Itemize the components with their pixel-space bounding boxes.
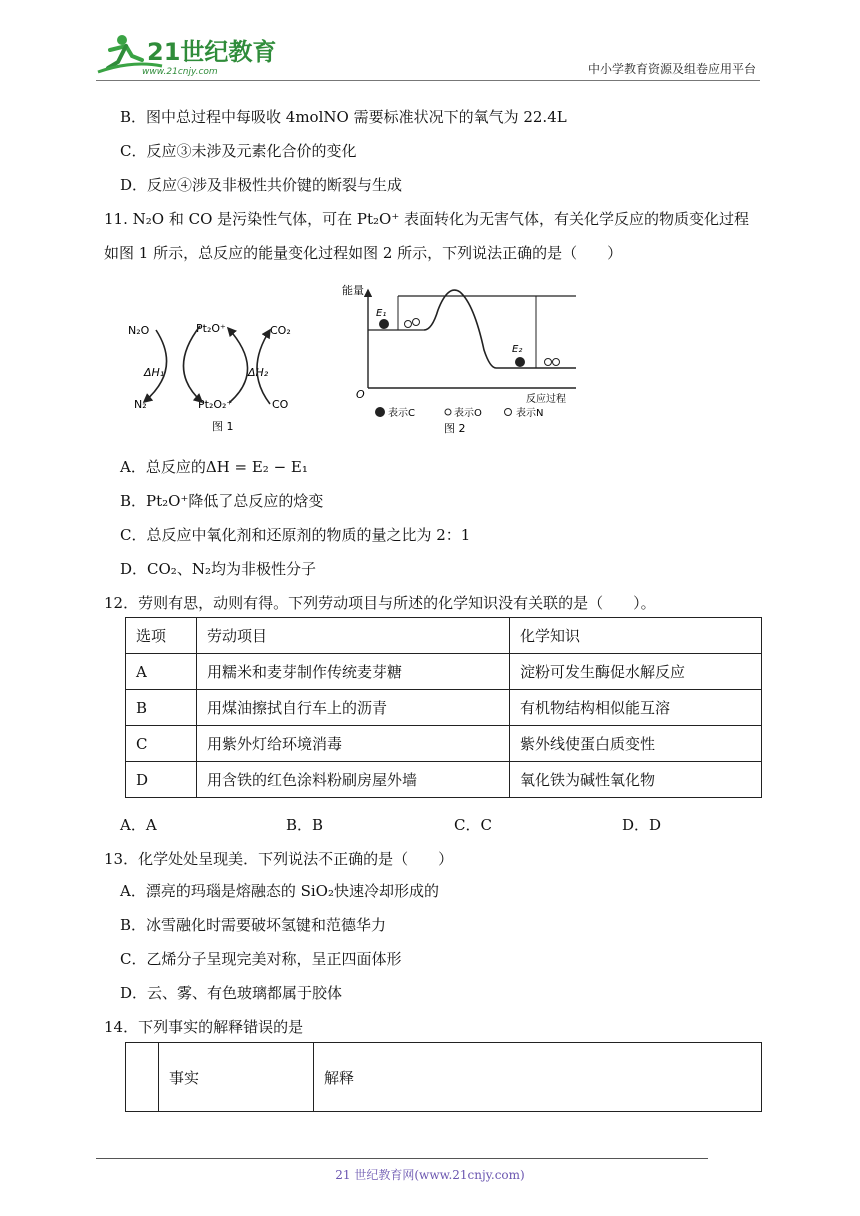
q12-option-d: D．D <box>622 816 662 834</box>
q12-table <box>125 617 762 798</box>
fig1-co: CO <box>272 398 289 411</box>
fig1-arrow-right <box>228 328 248 402</box>
table-row <box>126 654 762 690</box>
table-header-cell: 劳动项目 <box>197 618 510 654</box>
fig2-ylabel: 能量 <box>342 284 364 297</box>
table-cell: 用紫外灯给环境消毒 <box>197 726 510 762</box>
q13-option-c: C．乙烯分子呈现完美对称，呈正四面体形 <box>120 950 402 968</box>
table-cell: A <box>126 654 197 690</box>
fig1-n2o: N₂O <box>128 324 150 337</box>
fig2-legend-o: 表示O <box>454 408 482 419</box>
fig2-legend-c: 表示C <box>388 408 415 419</box>
table-row <box>126 690 762 726</box>
fig2-caption: 图 2 <box>444 422 466 435</box>
figure-1 <box>120 310 310 438</box>
q14-table <box>125 1042 762 1112</box>
table-row <box>126 726 762 762</box>
q11-option-c: C．总反应中氧化剂和还原剂的物质的量之比为 2：1 <box>120 526 471 544</box>
fig1-n2: N₂ <box>134 398 147 411</box>
table-header-cell: 化学知识 <box>510 618 762 654</box>
q12-option-c: C．C <box>454 816 492 834</box>
table-cell: D <box>126 762 197 798</box>
header-divider <box>96 80 760 81</box>
q11-option-d: D．CO₂、N₂均为非极性分子 <box>120 560 316 578</box>
fig2-legend-n: 表示N <box>516 408 544 419</box>
footer-text: 21 世纪教育网(www.21cnjy.com) <box>335 1168 525 1182</box>
fig1-pt2o-top: Pt₂O⁺ <box>196 322 226 335</box>
fig1-dh1: ΔH₁ <box>144 366 165 379</box>
q10-option-d: D．反应④涉及非极性共价键的断裂与生成 <box>120 176 403 194</box>
fig2-origin: O <box>356 388 365 401</box>
fig1-co2: CO₂ <box>270 324 291 337</box>
figure-2 <box>336 280 586 440</box>
table-cell: 有机物结构相似能互溶 <box>510 690 762 726</box>
table-row <box>126 618 762 654</box>
fig2-xlabel: 反应过程 <box>526 394 566 405</box>
table-cell: 氧化铁为碱性氧化物 <box>510 762 762 798</box>
table-header-cell: 事实 <box>159 1043 314 1112</box>
table-header-cell <box>126 1043 159 1112</box>
table-cell: 紫外线使蛋白质变性 <box>510 726 762 762</box>
table-header-cell: 解释 <box>314 1043 762 1112</box>
q11-stem-line1: 11. N₂O 和 CO 是污染性气体，可在 Pt₂O⁺ 表面转化为无害气体，有关化学反应的物质变化过程 <box>104 210 750 228</box>
logo-text: 21世纪教育 <box>147 38 277 66</box>
fig1-pt2o2: Pt₂O₂⁺ <box>198 398 233 411</box>
footer-divider <box>96 1158 708 1159</box>
table-row <box>126 762 762 798</box>
table-cell: 用糯米和麦芽制作传统麦芽糖 <box>197 654 510 690</box>
table-cell: C <box>126 726 197 762</box>
table-cell: 用含铁的红色涂料粉刷房屋外墙 <box>197 762 510 798</box>
q13-option-b: B．冰雪融化时需要破坏氢键和范德华力 <box>120 916 387 934</box>
table-cell: 用煤油擦拭自行车上的沥青 <box>197 690 510 726</box>
table-cell: B <box>126 690 197 726</box>
fig1-caption: 图 1 <box>212 420 234 433</box>
platform-name: 中小学教育资源及组卷应用平台 <box>587 62 756 76</box>
q11-option-a: A．总反应的ΔH = E₂ − E₁ <box>120 458 308 476</box>
table-cell: 淀粉可发生酶促水解反应 <box>510 654 762 690</box>
q12-option-a: A．A <box>120 816 157 834</box>
q12-stem: 12．劳则有思，动则有得。下列劳动项目与所述的化学知识没有关联的是（ ）。 <box>104 594 656 612</box>
q10-option-c: C．反应③未涉及元素化合价的变化 <box>120 142 357 160</box>
q10-option-b: B．图中总过程中每吸收 4molNO 需要标准状况下的氧气为 22.4L <box>120 108 567 126</box>
logo-url: www.21cnjy.com <box>142 67 218 77</box>
table-header-cell: 选项 <box>126 618 197 654</box>
q13-option-a: A．漂亮的玛瑙是熔融态的 SiO₂快速冷却形成的 <box>120 882 439 900</box>
fig2-e1: E₁ <box>376 308 387 319</box>
fig2-e2: E₂ <box>512 344 523 355</box>
q13-option-d: D．云、雾、有色玻璃都属于胶体 <box>120 984 343 1002</box>
site-logo <box>92 30 277 80</box>
q13-stem: 13．化学处处呈现美．下列说法不正确的是（ ） <box>104 850 454 868</box>
fig1-dh2: ΔH₂ <box>248 366 269 379</box>
q14-stem: 14．下列事实的解释错误的是 <box>104 1018 304 1036</box>
q12-option-b: B．B <box>286 816 324 834</box>
table-row <box>126 1043 762 1112</box>
q11-stem-line2: 如图 1 所示，总反应的能量变化过程如图 2 所示，下列说法正确的是（ ） <box>104 244 623 262</box>
fig1-arrow-left <box>183 326 202 402</box>
q11-option-b: B．Pt₂O⁺降低了总反应的焓变 <box>120 492 324 510</box>
